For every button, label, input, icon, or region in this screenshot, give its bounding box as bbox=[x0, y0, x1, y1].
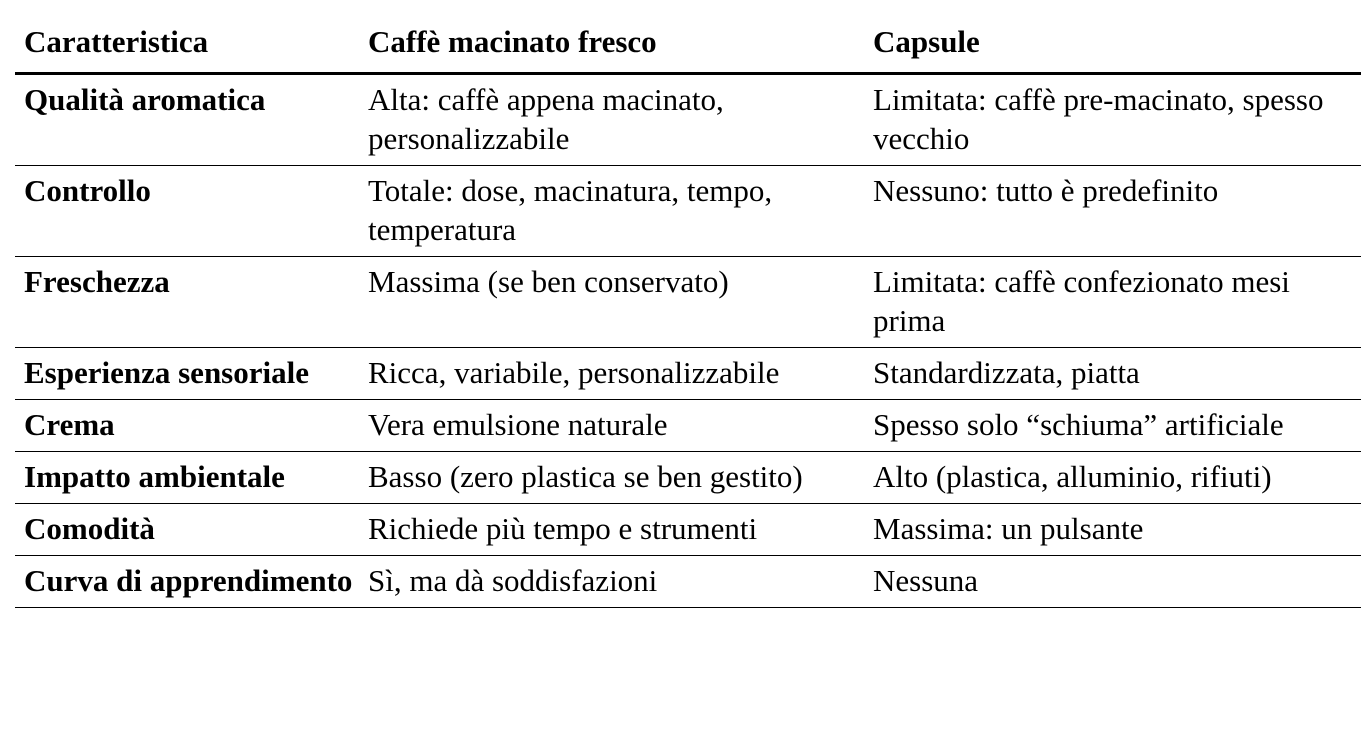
row-fresh-ground-cell: Alta: caffè appena macinato, personalizzabile bbox=[359, 74, 864, 166]
row-capsules-cell: Spesso solo “schiuma” artificiale bbox=[864, 400, 1361, 452]
table-header bbox=[15, 12, 1361, 74]
header-capsules: Capsule bbox=[864, 12, 1361, 74]
comparison-table-container bbox=[15, 12, 1361, 608]
row-feature-cell: Esperienza sensoriale bbox=[15, 348, 359, 400]
row-capsules-cell: Standardizzata, piatta bbox=[864, 348, 1361, 400]
table-body bbox=[15, 74, 1361, 608]
row-capsules-cell: Limitata: caffè pre-macinato, spesso vecchio bbox=[864, 74, 1361, 166]
row-fresh-ground-cell: Vera emulsione naturale bbox=[359, 400, 864, 452]
row-fresh-ground-cell: Totale: dose, macinatura, tempo, temperatura bbox=[359, 166, 864, 257]
row-fresh-ground-cell: Sì, ma dà soddisfazioni bbox=[359, 556, 864, 608]
header-row bbox=[15, 12, 1361, 74]
row-capsules-cell: Massima: un pulsante bbox=[864, 504, 1361, 556]
row-capsules-cell: Limitata: caffè confezionato mesi prima bbox=[864, 257, 1361, 348]
comparison-table bbox=[15, 12, 1361, 608]
table-row bbox=[15, 348, 1361, 400]
table-row bbox=[15, 556, 1361, 608]
row-fresh-ground-cell: Massima (se ben conservato) bbox=[359, 257, 864, 348]
row-capsules-cell: Nessuna bbox=[864, 556, 1361, 608]
row-fresh-ground-cell: Basso (zero plastica se ben gestito) bbox=[359, 452, 864, 504]
table-row bbox=[15, 504, 1361, 556]
table-row bbox=[15, 257, 1361, 348]
row-feature-cell: Impatto ambientale bbox=[15, 452, 359, 504]
table-row bbox=[15, 74, 1361, 166]
header-fresh-ground: Caffè macinato fresco bbox=[359, 12, 864, 74]
table-row bbox=[15, 452, 1361, 504]
table-row bbox=[15, 166, 1361, 257]
row-feature-cell: Crema bbox=[15, 400, 359, 452]
table-row bbox=[15, 400, 1361, 452]
row-capsules-cell: Nessuno: tutto è predefinito bbox=[864, 166, 1361, 257]
header-feature: Caratteristica bbox=[15, 12, 359, 74]
row-feature-cell: Comodità bbox=[15, 504, 359, 556]
row-fresh-ground-cell: Ricca, variabile, personalizzabile bbox=[359, 348, 864, 400]
row-capsules-cell: Alto (plastica, alluminio, rifiuti) bbox=[864, 452, 1361, 504]
row-feature-cell: Qualità aromatica bbox=[15, 74, 359, 166]
row-feature-cell: Controllo bbox=[15, 166, 359, 257]
row-feature-cell: Freschezza bbox=[15, 257, 359, 348]
row-feature-cell: Curva di apprendimento bbox=[15, 556, 359, 608]
row-fresh-ground-cell: Richiede più tempo e strumenti bbox=[359, 504, 864, 556]
